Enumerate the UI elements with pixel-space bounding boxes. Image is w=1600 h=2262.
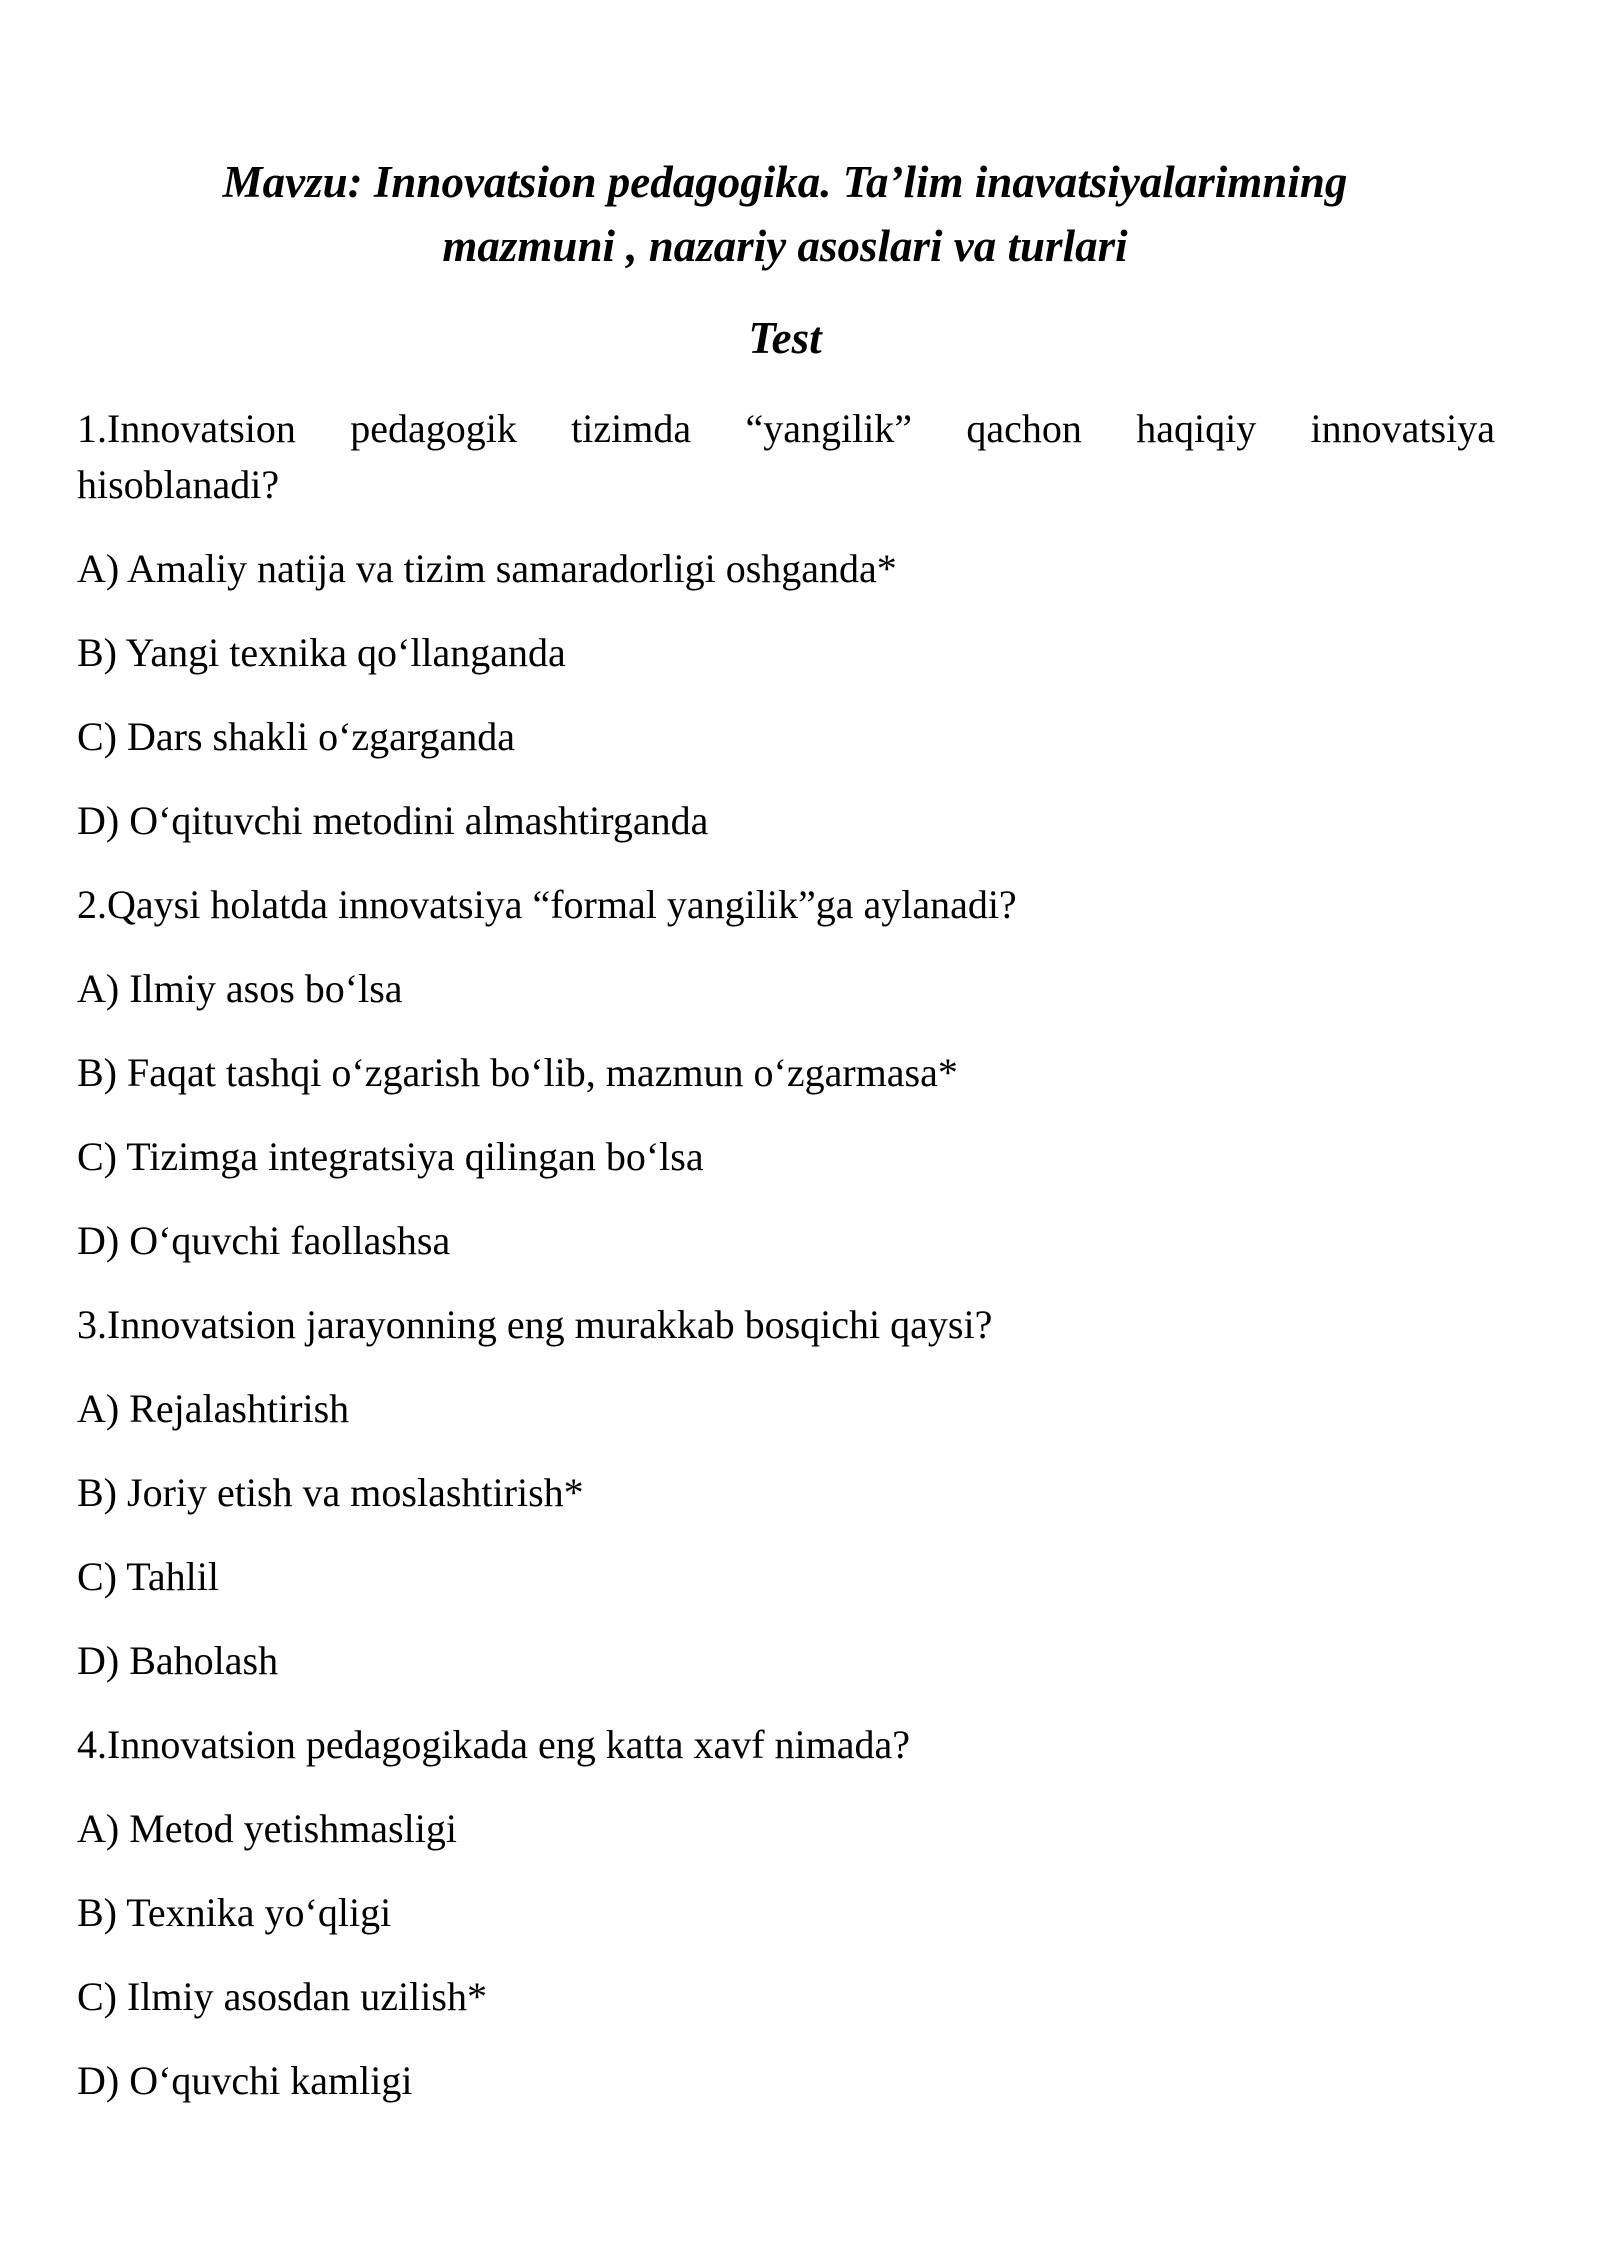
question-3-option-b: B) Joriy etish va moslashtirish* [77, 1470, 584, 1515]
document-subtitle: Test [748, 313, 822, 363]
document-title-line-2: mazmuni , nazariy asoslari va turlari [442, 221, 1128, 271]
question-1-word: qachon [966, 406, 1082, 451]
question-1-word: 1.Innovatsion [77, 406, 296, 451]
question-4-option-b: B) Texnika yo‘qligi [77, 1890, 392, 1935]
question-1-word: haqiqiy [1136, 406, 1257, 451]
question-1-word: “yangilik” [745, 406, 913, 451]
question-4-text: 4.Innovatsion pedagogikada eng katta xavf nimada? [77, 1722, 911, 1767]
question-4-option-c: C) Ilmiy asosdan uzilish* [77, 1974, 487, 2019]
question-1-option-d: D) O‘qituvchi metodini almashtirganda [77, 798, 709, 843]
question-1-text-continuation: hisoblanadi? [77, 462, 280, 507]
question-1-word: innovatsiya [1310, 406, 1495, 451]
question-2-option-b: B) Faqat tashqi o‘zgarish bo‘lib, mazmun o‘zgarmasa* [77, 1050, 958, 1095]
question-1-option-a: A) Amaliy natija va tizim samaradorligi oshganda* [77, 546, 897, 591]
question-1-word: tizimda [571, 406, 692, 451]
question-2-option-a: A) Ilmiy asos bo‘lsa [77, 966, 403, 1011]
question-4-option-d: D) O‘quvchi kamligi [77, 2058, 413, 2103]
question-4-option-a: A) Metod yetishmasligi [77, 1806, 457, 1851]
question-2-option-d: D) O‘quvchi faollashsa [77, 1218, 451, 1263]
question-1-word: pedagogik [350, 406, 517, 451]
question-1-text [77, 401, 1495, 457]
question-2-text: 2.Qaysi holatda innovatsiya “formal yangilik”ga aylanadi? [77, 882, 1017, 927]
question-3-option-d: D) Baholash [77, 1638, 279, 1683]
question-2-option-c: C) Tizimga integratsiya qilingan bo‘lsa [77, 1134, 704, 1179]
question-1-option-c: C) Dars shakli o‘zgarganda [77, 714, 516, 759]
document-title-line-1: Mavzu: Innovatsion pedagogika. Ta’lim inavatsiyalarimning [222, 157, 1348, 207]
question-3-option-a: A) Rejalashtirish [77, 1386, 350, 1431]
question-3-option-c: C) Tahlil [77, 1554, 220, 1599]
question-1-option-b: B) Yangi texnika qo‘llanganda [77, 630, 566, 675]
question-3-text: 3.Innovatsion jarayonning eng murakkab bosqichi qaysi? [77, 1302, 993, 1347]
